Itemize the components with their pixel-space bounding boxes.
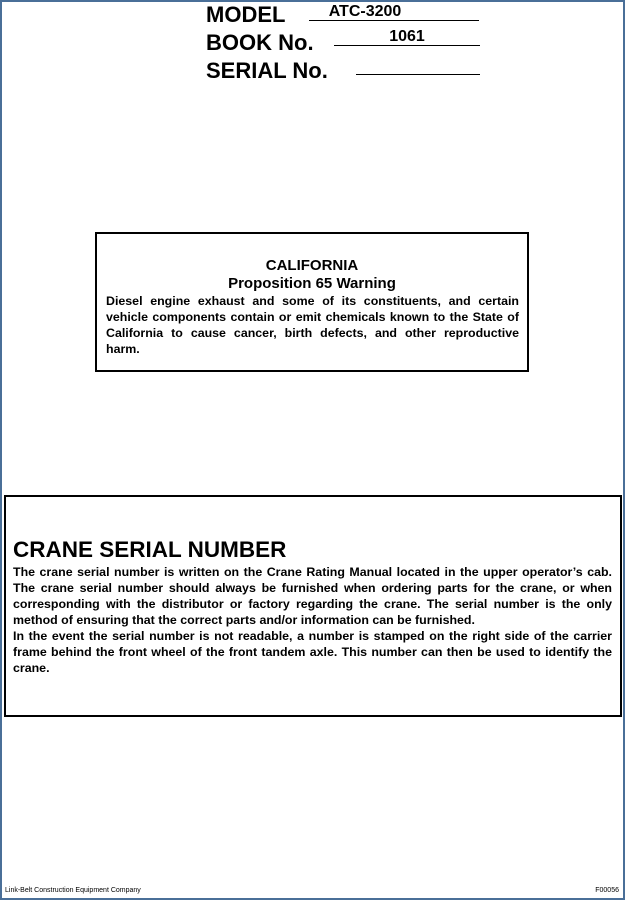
serial-label: SERIAL No. [206,58,328,83]
crane-serial-title: CRANE SERIAL NUMBER [13,537,287,562]
crane-serial-paragraph-1: The crane serial number is written on the Crane Rating Manual located in the upper operator’s cab. The crane serial number should always be furnished when ordering parts for the crane, or when corresponding with the distributor or factory regarding the crane. The serial number is the only method of ensuring that the correct parts and/or information can be furnished. [13,565,612,627]
crane-serial-box [4,495,622,717]
warning-body: Diesel engine exhaust and some of its constituents, and certain vehicle components contain or emit chemicals known to the State of California to cause cancer, birth defects, and other reproductive harm. [106,294,519,356]
model-label: MODEL [206,2,286,27]
book-label: BOOK No. [206,30,314,55]
crane-serial-paragraph-2: In the event the serial number is not readable, a number is stamped on the right side of the carrier frame behind the front wheel of the front tandem axle. This number can then be used to identify the crane. [13,629,612,675]
prop65-warning-box [95,232,529,372]
footer-code: F00056 [595,887,619,894]
crane-serial-body [13,564,612,676]
footer-company: Link-Belt Construction Equipment Company [5,887,141,894]
serial-line [356,57,480,75]
book-value: 1061 [389,28,425,45]
warning-title: CALIFORNIA [265,257,359,274]
warning-subtitle: Proposition 65 Warning [228,275,396,292]
model-value: ATC-3200 [328,3,402,20]
